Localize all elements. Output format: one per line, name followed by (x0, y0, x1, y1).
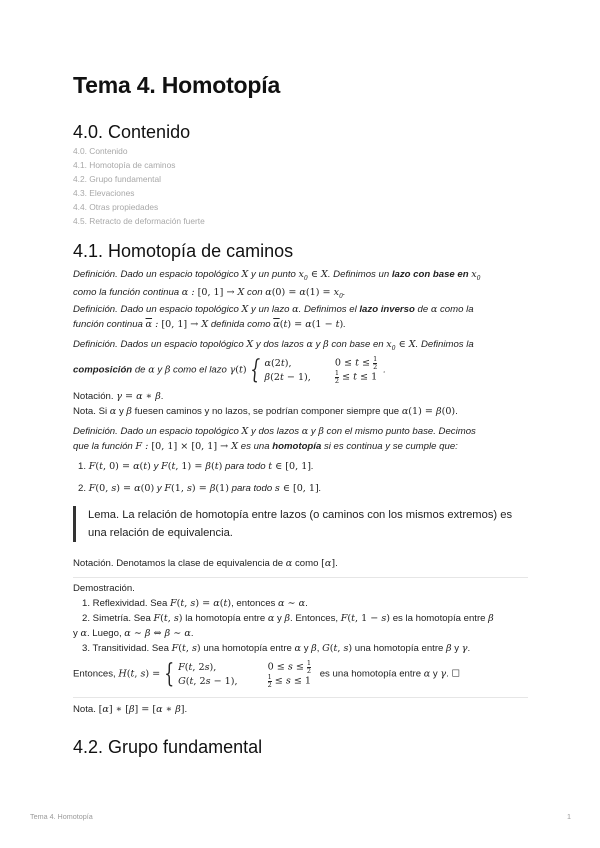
proof-symmetry: 2. Simetría. Sea F(t, s) la homotopía entre α y β. Entonces, F(t, 1 − s) es la homotopía entre β (82, 613, 494, 624)
toc-item[interactable]: 4.5. Retracto de deformación fuerte (73, 216, 205, 226)
proof-symmetry-cont: y α. Luego, α ∼ β ⇔ β ∼ α. (73, 628, 194, 639)
divider (73, 577, 528, 578)
definition-inverse-loop: Definición. Dado un espacio topológico X y un lazo α. Definimos el lazo inverso de α como la función continua $\overline{\alpha}$ : [0, 1] → X definida como $\overline{\alpha}(t) = \alpha(1 - t)$. (73, 304, 474, 330)
proof-reflexivity: 1. Reflexividad. Sea F(t, s) = α(t), entonces α ∼ α. (82, 598, 308, 609)
toc-item[interactable]: 4.0. Contenido (73, 146, 128, 156)
definition-composition: Definición. Dados un espacio topológico X y dos lazos α y β con base en $x_0$ ∈ X. Definimos la composición de α y β como el lazo γ(t) { α(2t), 0 ≤ t ≤ $\frac{1}{2}$ β(2t − 1), $\frac{1}{2}$ ≤ t ≤ 1. (73, 339, 474, 386)
toc-item[interactable]: 4.3. Elevaciones (73, 188, 135, 198)
lemma-callout: Lema. La relación de homotopía entre lazos (o caminos con los mismos extremos) es una relación de equivalencia. (73, 506, 528, 542)
table-of-contents (73, 144, 205, 228)
definition-loop: Definición. Dado un espacio topológico X y un punto $x_0$ ∈ X. Definimos un lazo con base en $x_0$ como la función continua α : [0, 1] → X con $\alpha(0) = \alpha(1) = x_0$. (73, 269, 481, 301)
qed-symbol: ☐ (451, 668, 461, 680)
toc-item[interactable]: 4.1. Homotopía de caminos (73, 160, 176, 170)
definition-homotopy: Definición. Dado un espacio topológico X y dos lazos α y β con el mismo punto base. Decimos que la función F : [0, 1] × [0, 1] → X es una homotopía si es continua y se cumple que: (73, 426, 476, 452)
proof-title: Demostración. (73, 583, 135, 594)
section-heading-contents: 4.0. Contenido (73, 122, 191, 142)
homotopy-condition-2: 2. F(0, s) = α(0) y F(1, s) = β(1) para todo s ∈ [0, 1]. (78, 483, 322, 494)
toc-item[interactable]: 4.4. Otras propiedades (73, 202, 159, 212)
homotopy-condition-1: 1. F(t, 0) = α(t) y F(t, 1) = β(t) para todo t ∈ [0, 1]. (78, 461, 314, 472)
notation-composition: Notación. γ = α ∗ β. (73, 391, 164, 402)
note-class-composition: Nota. [α] ∗ [β] = [α ∗ β]. (73, 704, 188, 715)
note-paths: Nota. Si α y β fuesen caminos y no lazos, se podrían componer siempre que α(1) = β(0). (73, 406, 458, 417)
proof-conclusion: Entonces, H(t, s) = { F(t, 2s), 0 ≤ s ≤ $\frac{1}{2}$ G(t, 2s − 1), $\frac{1}{2}$ ≤ s ≤ 1 es una homotopía entre α y γ. ☐ (73, 659, 461, 689)
footer-title: Tema 4. Homotopía (30, 812, 93, 821)
footer-page-number: 1 (567, 812, 571, 821)
divider (73, 697, 528, 698)
section-heading-paths: 4.1. Homotopía de caminos (73, 241, 294, 261)
proof-transitivity: 3. Transitividad. Sea F(t, s) una homotopía entre α y β, G(t, s) una homotopía entre β y γ. (82, 643, 471, 654)
section-heading-fundamental-group: 4.2. Grupo fundamental (73, 737, 263, 757)
toc-item[interactable]: 4.2. Grupo fundamental (73, 174, 161, 184)
notation-class: Notación. Denotamos la clase de equivalencia de α como [α]. (73, 558, 338, 569)
page-title: Tema 4. Homotopía (73, 72, 281, 98)
